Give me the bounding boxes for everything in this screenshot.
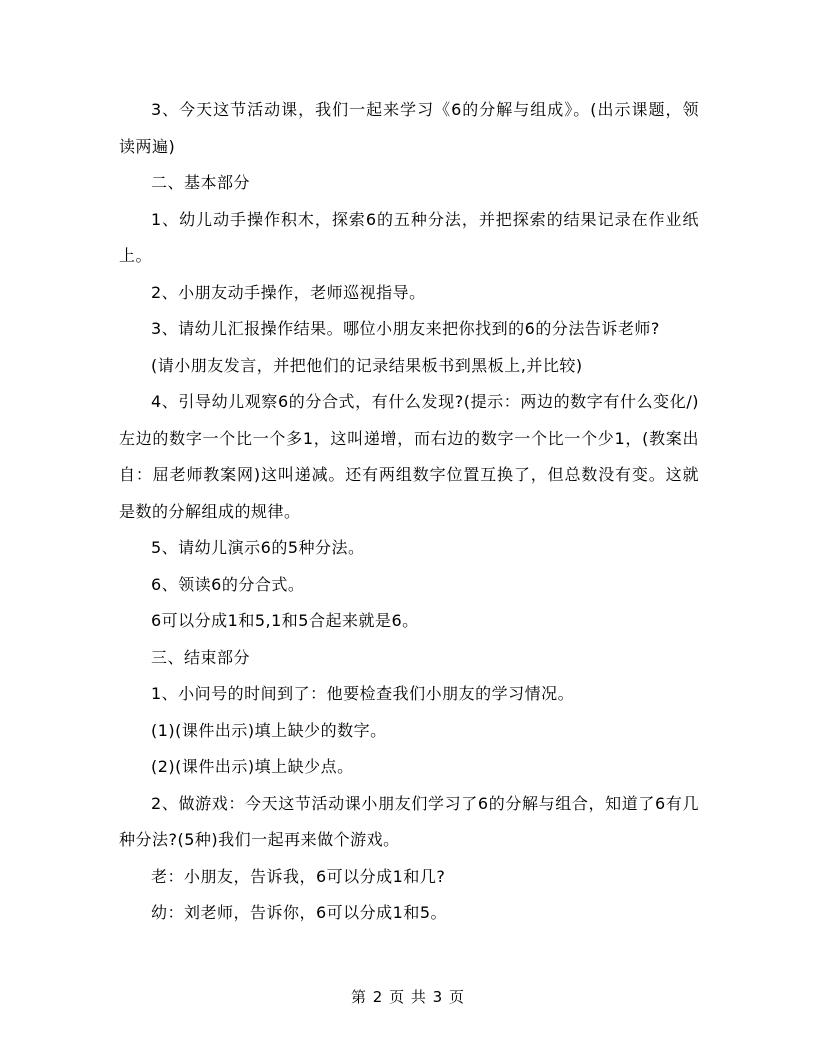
page-number-footer: 第 2 页 共 3 页 <box>351 988 465 1006</box>
paragraph-dialog-teacher: 老：小朋友，告诉我，6可以分成1和几? <box>151 866 446 886</box>
paragraph-decomposition-example: 6可以分成1和5,1和5合起来就是6。 <box>151 611 419 630</box>
paragraph-step-6: 6、领读6的分合式。 <box>151 574 305 594</box>
paragraph-step-4: 4、引导幼儿观察6的分合式，有什么发现?(提示：两边的数字有什么变化/)左边的数字一个比一个多1，这叫递增，而右边的数字一个比一个少1，(教案出自：屈老师教案网)这叫递减。还有两组数字位置互换了，但总数没有变。这就是数的分解组成的规律。 <box>119 392 699 521</box>
paragraph-step-3-note: (请小朋友发言，并把他们的记录结果板书到黑板上,并比较) <box>151 355 583 375</box>
paragraph-step-2: 2、小朋友动手操作，老师巡视指导。 <box>151 282 426 302</box>
paragraph-dialog-child: 幼：刘老师，告诉你，6可以分成1和5。 <box>151 903 448 922</box>
paragraph-ending-1a: (1)(课件出示)填上缺少的数字。 <box>151 720 387 740</box>
paragraph-ending-1: 1、小问号的时间到了：他要检查我们小朋友的学习情况。 <box>151 684 575 703</box>
section-heading-basic: 二、基本部分 <box>151 173 251 192</box>
paragraph-intro-lesson-title: 3、今天这节活动课，我们一起来学习《6的分解与组成》。(出示课题，领读两遍) <box>119 100 699 156</box>
section-heading-ending: 三、结束部分 <box>151 647 251 667</box>
paragraph-ending-1b: (2)(课件出示)填上缺少点。 <box>151 757 354 776</box>
paragraph-ending-2-game: 2、做游戏：今天这节活动课小朋友们学习了6的分解与组合，知道了6有几种分法?(5种)我们一起再来做个游戏。 <box>119 793 699 849</box>
document-body <box>119 92 699 932</box>
paragraph-step-3: 3、请幼儿汇报操作结果。哪位小朋友来把你找到的6的分法告诉老师? <box>151 319 660 338</box>
paragraph-step-5: 5、请幼儿演示6的5种分法。 <box>151 538 365 557</box>
paragraph-step-1: 1、幼儿动手操作积木，探索6的五种分法，并把探索的结果记录在作业纸上。 <box>119 209 699 265</box>
